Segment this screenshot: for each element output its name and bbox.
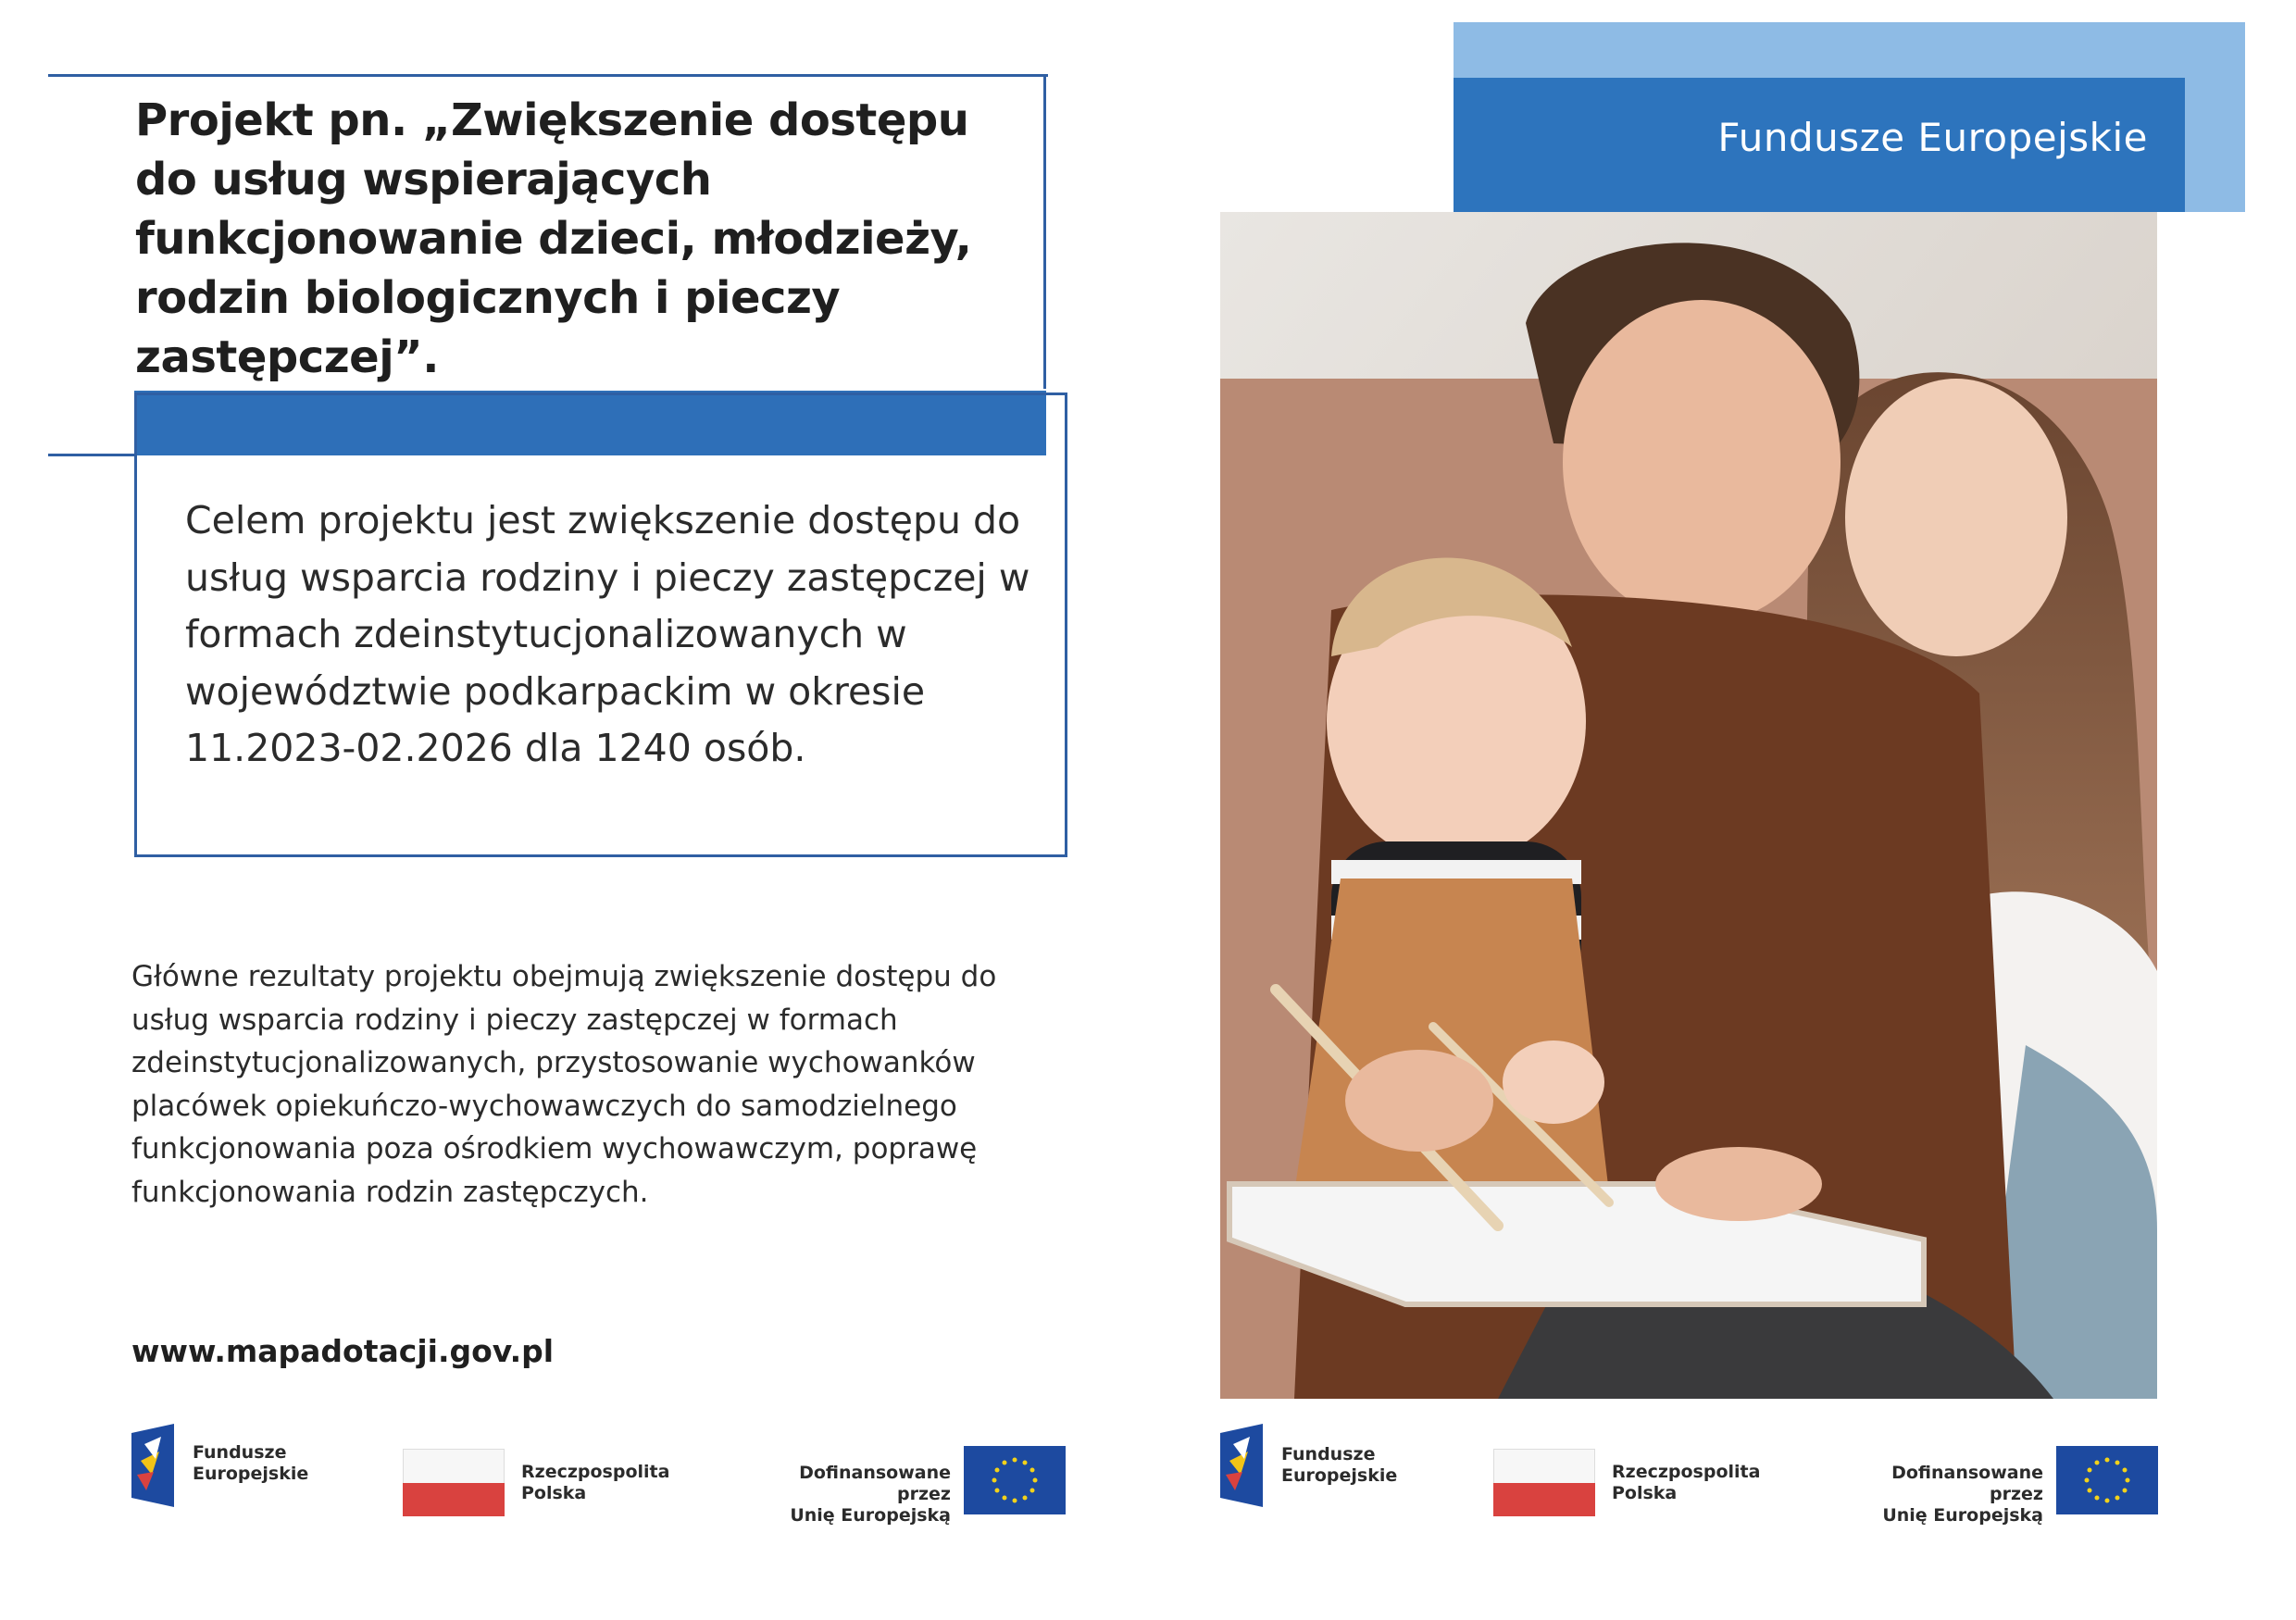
project-goal-text: Celem projektu jest zwiększenie dostępu do usług wsparcia rodziny i pieczy zastępczej w formach zdeinstytucjonalizowanych w województwie podkarpackim w okresie 11.2023-02.2026 dla 1240 osób. [185, 498, 1030, 770]
rp-logo-right-line2: Polska [1612, 1483, 1678, 1503]
polish-flag-icon [403, 1449, 505, 1515]
eu-logo-right-line1: Dofinansowane przez [1891, 1463, 2043, 1504]
rp-logo-right-line1: Rzeczpospolita [1612, 1462, 1761, 1482]
eu-flag-icon [2056, 1446, 2158, 1514]
fe-logo-right-line1: Fundusze [1281, 1444, 1376, 1464]
mid-divider-line [48, 454, 136, 456]
eu-logo-right [1838, 1446, 2162, 1526]
website-url[interactable]: www.mapadotacji.gov.pl [131, 1333, 555, 1369]
fe-logo-line2: Europejskie [193, 1464, 309, 1484]
fe-logo-right-line2: Europejskie [1281, 1465, 1398, 1486]
eu-logo-right-line2: Unię Europejską [1882, 1505, 2043, 1526]
eu-logo [745, 1446, 1069, 1526]
project-results-text: Główne rezultaty projektu obejmują zwiększenie dostępu do usług wsparcia rodziny i pieczy zastępczej w formach zdeinstytucjonalizowanych, przystosowanie wychowanków placówek opiekuńczo-wychowawczych do samodzielnego funkcjonowania poza ośrodkiem wychowawczym, poprawę funkcjonowania rodzin zastępczych. [131, 960, 997, 1209]
header-title: Fundusze Europejskie [1717, 115, 2148, 160]
rp-logo-right [1493, 1449, 1771, 1523]
fundusze-europejskie-icon [1220, 1424, 1272, 1507]
rp-logo-line1: Rzeczpospolita [521, 1462, 670, 1482]
rp-logo [403, 1449, 680, 1523]
fundusze-europejskie-icon [131, 1424, 183, 1507]
eu-logo-line2: Unię Europejską [790, 1505, 951, 1526]
eu-flag-icon [964, 1446, 1066, 1514]
family-photo [1220, 212, 2157, 1399]
fe-logo-line1: Fundusze [193, 1442, 287, 1463]
eu-logo-line1: Dofinansowane przez [799, 1463, 951, 1504]
rp-logo-line2: Polska [521, 1483, 587, 1503]
polish-flag-icon [1493, 1449, 1595, 1515]
project-title: Projekt pn. „Zwiększenie dostępu do usług wspierających funkcjonowanie dzieci, młodzieży, rodzin biologicznych i pieczy zastępczej”. [135, 94, 972, 383]
